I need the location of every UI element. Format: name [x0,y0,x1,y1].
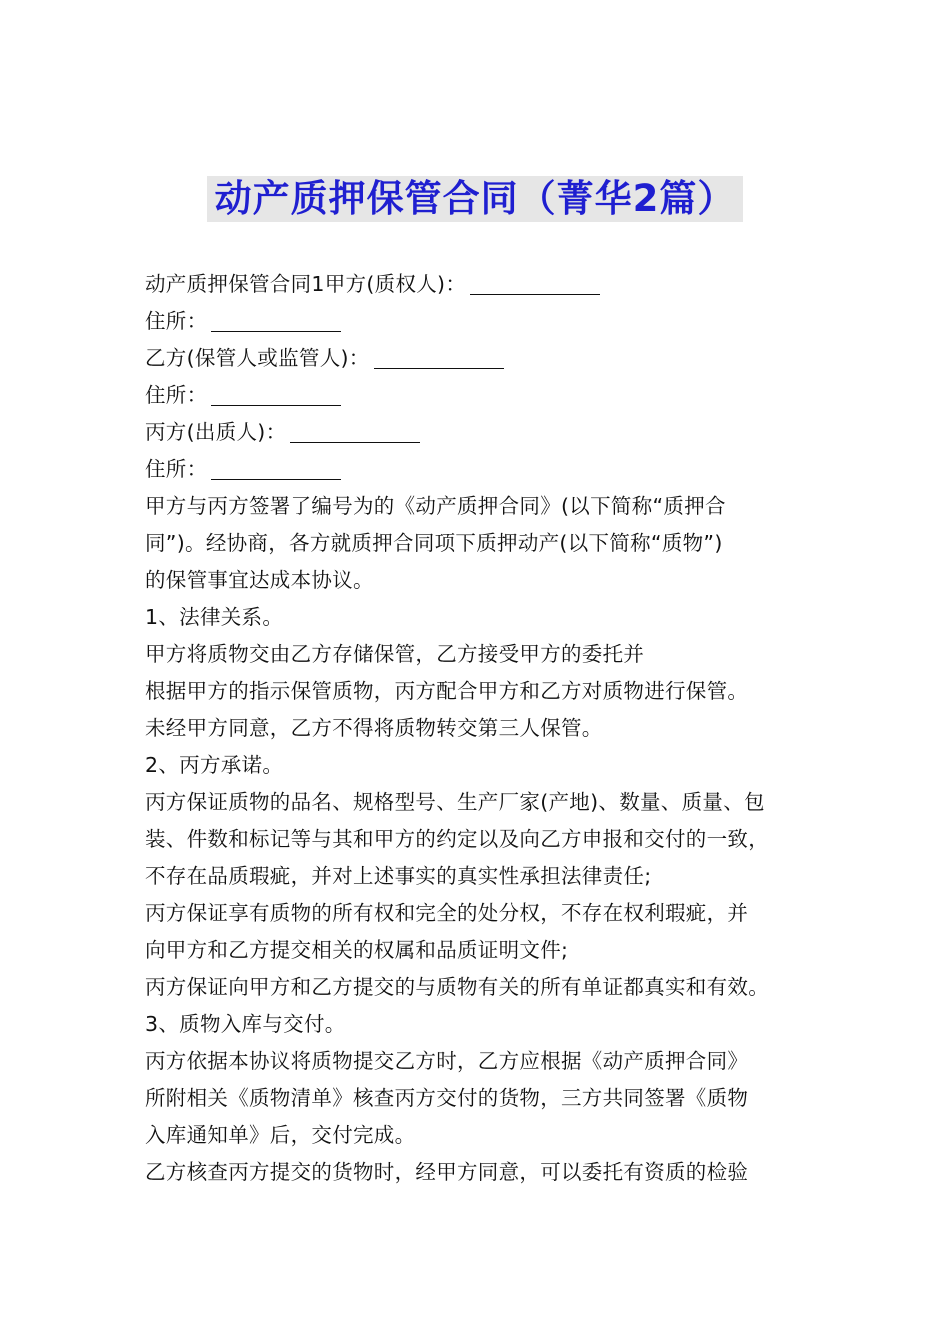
section-heading-1: 1、法律关系。 [145,605,284,629]
party-b-blank [374,367,504,369]
address-label: 住所： [145,309,208,333]
paragraph-line: 的保管事宜达成本协议。 [145,568,374,592]
party-a-blank [470,293,600,295]
paragraph-line: 所附相关《质物清单》核查丙方交付的货物，三方共同签署《质物 [145,1086,749,1110]
paragraph-line: 未经甲方同意，乙方不得将质物转交第三人保管。 [145,716,603,740]
address-label: 住所： [145,457,208,481]
party-c-address-line [145,451,835,488]
title-container [0,176,950,222]
section-heading-2: 2、丙方承诺。 [145,753,284,777]
party-c-line [145,414,835,451]
paragraph-line: 甲方将质物交由乙方存储保管，乙方接受甲方的委托并 [145,642,645,666]
address-label: 住所： [145,383,208,407]
inspection-paragraph: 乙方核查丙方提交的货物时，经甲方同意，可以委托有资质的检验 [145,1160,749,1184]
section-heading-3: 3、质物入库与交付。 [145,1012,346,1036]
party-b-line [145,340,835,377]
paragraph-line: 入库通知单》后，交付完成。 [145,1123,416,1147]
paragraph-line: 不存在品质瑕疵，并对上述事实的真实性承担法律责任; [145,864,652,888]
warranty-paragraph-3: 丙方保证向甲方和乙方提交的与质物有关的所有单证都真实和有效。 [145,975,769,999]
party-c-blank [290,441,420,443]
paragraph-line: 装、件数和标记等与其和甲方的约定以及向乙方申报和交付的一致， [145,827,769,851]
warranty-paragraph-2 [145,895,835,969]
paragraph-line: 丙方保证享有质物的所有权和完全的处分权，不存在权利瑕疵，并 [145,901,749,925]
party-a-label: 动产质押保管合同1甲方(质权人)： [145,272,467,296]
warranty-paragraph-1 [145,784,835,895]
paragraph-line: 丙方依据本协议将质物提交乙方时，乙方应根据《动产质押合同》 [145,1049,749,1073]
document-title: 动产质押保管合同（菁华2篇） [207,176,744,222]
address-blank [211,330,341,332]
paragraph-line: 甲方与丙方签署了编号为的《动产质押合同》(以下简称“质押合 [145,494,726,518]
paragraph-line: 同”)。经协商，各方就质押合同项下质押动产(以下简称“质物”) [145,531,723,555]
party-c-label: 丙方(出质人)： [145,420,287,444]
address-blank [211,478,341,480]
party-a-line [145,266,835,303]
paragraph-line: 根据甲方的指示保管质物，丙方配合甲方和乙方对质物进行保管。 [145,679,749,703]
intro-paragraph [145,488,835,599]
party-b-label: 乙方(保管人或监管人)： [145,346,370,370]
party-b-address-line [145,377,835,414]
address-blank [211,404,341,406]
paragraph-line: 向甲方和乙方提交相关的权属和品质证明文件; [145,938,569,962]
party-a-address-line [145,303,835,340]
paragraph-line: 丙方保证质物的品名、规格型号、生产厂家(产地)、数量、质量、包 [145,790,765,814]
delivery-paragraph [145,1043,835,1154]
document-body [145,266,835,1191]
